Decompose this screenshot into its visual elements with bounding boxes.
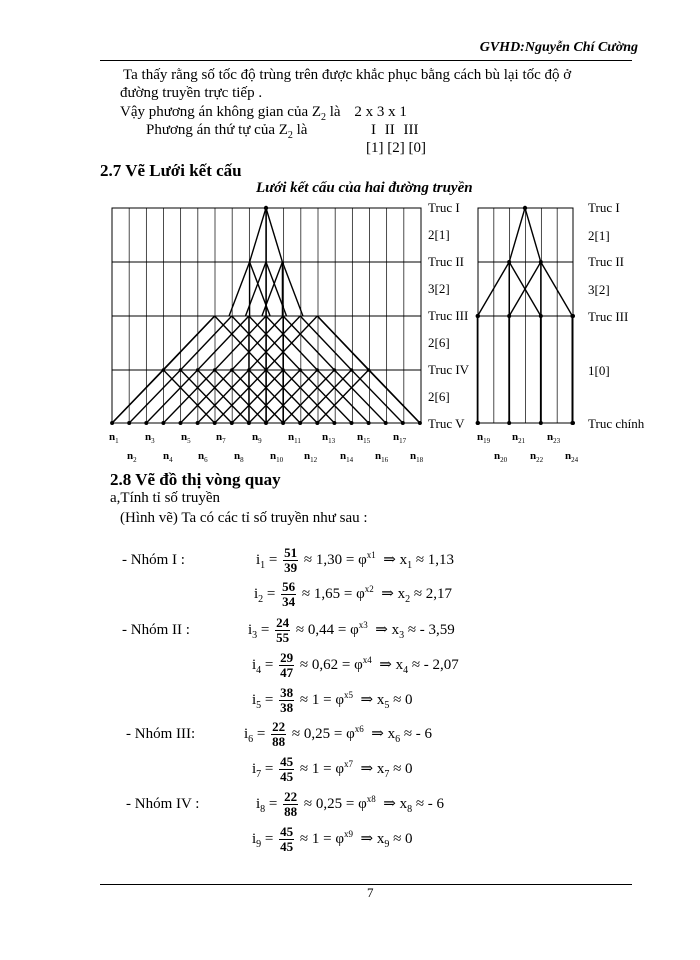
left-axis-label: 2[1] — [428, 227, 450, 242]
node-label: $n_{16}$ — [375, 450, 389, 465]
node-label: $n_9$ — [252, 431, 262, 446]
lattice-node — [213, 421, 217, 425]
lattice-node — [264, 206, 268, 210]
node-label: $n_6$ — [198, 450, 208, 465]
node-label: $n_{18}$ — [410, 450, 424, 465]
node-label: $n_5$ — [181, 431, 191, 446]
ratio-equation: $i_2$ = $\frac{56}{34}$ ≈ $1,65 = \varphi^{x2}$ ⇒ $x_2 \approx 2,17$ — [254, 579, 453, 609]
node-label: $n_{11}$ — [288, 431, 301, 446]
ratio-fraction: $\frac{22}{88}$ — [272, 719, 286, 749]
ratio-equation: $i_7$ = $\frac{45}{45}$ ≈ $1 = \varphi^{x7}$ ⇒ $x_7 \approx 0$ — [252, 754, 413, 784]
node-label: $n_8$ — [234, 450, 244, 465]
lattice-node — [571, 421, 575, 425]
node-label: $n_{17}$ — [393, 431, 407, 446]
lattice-node — [539, 421, 543, 425]
group-4-label: - Nhóm IV : — [126, 796, 200, 812]
left-axis-label: Truc III — [428, 308, 469, 323]
lattice-node — [247, 368, 250, 371]
lattice-node — [179, 368, 182, 371]
lattice-node — [179, 421, 183, 425]
node-label: $n_{22}$ — [530, 450, 544, 465]
lattice-ray — [266, 208, 282, 262]
lattice-node — [299, 368, 302, 371]
intro-line-2: đường truyền trực tiếp . — [120, 85, 263, 101]
node-label: $n_1$ — [109, 431, 119, 446]
lattice-node — [247, 421, 251, 425]
group-2-label: - Nhóm II : — [122, 622, 190, 638]
space-plan: Vậy phương án không gian của $Z_2$ là 2 x 3 x 1 — [120, 104, 407, 123]
ratio-fraction: $\frac{24}{55}$ — [276, 615, 290, 645]
left-axis-label: Truc I — [428, 200, 460, 215]
left-axis-label: Truc II — [428, 254, 464, 269]
ratio-fraction: $\frac{29}{47}$ — [280, 650, 294, 680]
node-label: $n_3$ — [145, 431, 155, 446]
node-label: $n_{20}$ — [494, 450, 508, 465]
ratio-fraction: $\frac{45}{45}$ — [280, 754, 294, 784]
ratio-equation: $i_1$ = $\frac{51}{39}$ ≈ $1,30 = \varphi^{x1}$ ⇒ $x_1 \approx 1,13$ — [256, 545, 455, 575]
ratio-fraction: $\frac{56}{34}$ — [282, 579, 296, 609]
ratio-equation: $i_3$ = $\frac{24}{55}$ ≈ $0,44 = \varphi^{x3}$ ⇒ $x_3$ ≈ - 3,59 — [248, 615, 455, 645]
node-label: $n_2$ — [127, 450, 137, 465]
right-axis-label: Truc III — [588, 309, 629, 324]
group-1-label: - Nhóm I : — [122, 552, 185, 568]
right-axis-label: 2[1] — [588, 228, 610, 243]
lattice-node — [196, 421, 200, 425]
right-axis-label: Truc II — [588, 254, 624, 269]
node-label: $n_{12}$ — [304, 450, 318, 465]
header-author: GVHD:Nguyễn Chí Cường — [479, 40, 638, 55]
node-label: $n_{21}$ — [512, 431, 526, 446]
left-axis-label: Truc IV — [428, 362, 470, 377]
right-axis-label: 1[0] — [588, 363, 610, 378]
ratio-equation: $i_8$ = $\frac{22}{88}$ ≈ $0,25 = \varphi^{x8}$ ⇒ $x_8$ ≈ - 6 — [256, 789, 445, 819]
lattice-ray — [282, 262, 303, 316]
node-label: $n_{15}$ — [357, 431, 371, 446]
lattice-node — [571, 314, 575, 318]
lattice-node — [350, 368, 353, 371]
ratio-equation: $i_9$ = $\frac{45}{45}$ ≈ $1 = \varphi^{x9}$ ⇒ $x_9 \approx 0$ — [252, 824, 413, 854]
lattice-node — [196, 368, 199, 371]
left-axis-label: 2[6] — [428, 335, 450, 350]
lattice-node — [298, 421, 302, 425]
ratio-equation: $i_6$ = $\frac{22}{88}$ ≈ $0,25 = \varphi^{x6}$ ⇒ $x_6$ ≈ - 6 — [244, 719, 433, 749]
page-number: 7 — [367, 885, 374, 900]
node-label: $n_7$ — [216, 431, 226, 446]
lattice-node — [507, 260, 511, 264]
lattice-node — [367, 368, 370, 371]
lattice-node — [332, 421, 336, 425]
ratio-fraction: $\frac{38}{38}$ — [280, 685, 294, 715]
node-label: $n_{23}$ — [547, 431, 561, 446]
ratio-fraction: $\frac{45}{45}$ — [280, 824, 294, 854]
node-label: $n_4$ — [163, 450, 173, 465]
lattice-node — [213, 368, 216, 371]
lattice-node — [418, 421, 422, 425]
lattice-ray — [541, 262, 573, 316]
lattice-node — [230, 421, 234, 425]
lattice-node — [401, 421, 405, 425]
ratio-fraction: $\frac{22}{88}$ — [284, 789, 298, 819]
node-label: $n_{13}$ — [322, 431, 336, 446]
lattice-ray — [250, 262, 271, 316]
lattice-node — [333, 368, 336, 371]
node-label: $n_{10}$ — [270, 450, 284, 465]
node-label: $n_{14}$ — [340, 450, 354, 465]
lattice-node — [539, 314, 543, 318]
right-axis-label: Truc I — [588, 200, 620, 215]
right-axis-label: Truc chính — [588, 416, 645, 431]
section-2-8-sub-a: a,Tính tỉ số truyền — [110, 490, 220, 506]
lattice-node — [315, 421, 319, 425]
lattice-node — [476, 421, 480, 425]
intro-line-1: Ta thấy rằng số tốc độ trùng trên được khắc phục bằng cách bù lại tốc độ ở — [123, 67, 572, 83]
lattice-ray — [245, 262, 266, 316]
order-plan-indices: [1] [2] [0] — [366, 140, 426, 156]
ratio-equation: $i_5$ = $\frac{38}{38}$ ≈ $1 = \varphi^{x5}$ ⇒ $x_5 \approx 0$ — [252, 685, 413, 715]
lattice-node — [523, 206, 527, 210]
lattice-node — [281, 421, 285, 425]
node-label: $n_{24}$ — [565, 450, 579, 465]
lattice-ray — [509, 208, 525, 262]
order-plan: Phương án thứ tự của $Z_2$ là — [146, 122, 308, 141]
lattice-node — [162, 368, 165, 371]
lattice-node — [350, 421, 354, 425]
node-label: $n_{19}$ — [477, 431, 491, 446]
lattice-node — [230, 368, 233, 371]
ratio-equation: $i_4$ = $\frac{29}{47}$ ≈ $0,62 = \varphi^{x4}$ ⇒ $x_4$ ≈ - 2,07 — [252, 650, 459, 680]
footer-rule — [100, 884, 632, 885]
section-2-8-desc: (Hình vẽ) Ta có các tỉ số truyền như sau : — [120, 510, 368, 526]
lattice-ray — [262, 262, 283, 316]
lattice-node — [144, 421, 148, 425]
left-axis-label: 3[2] — [428, 281, 450, 296]
lattice-node — [384, 421, 388, 425]
ratio-fraction: $\frac{51}{39}$ — [284, 545, 298, 575]
lattice-ray — [525, 208, 541, 262]
lattice-node — [110, 421, 114, 425]
group-3-label: - Nhóm III: — [126, 726, 196, 742]
section-2-8-title: 2.8 Vẽ đồ thị vòng quay — [110, 470, 281, 489]
left-axis-label: 2[6] — [428, 389, 450, 404]
section-2-7-title: 2.7 Vẽ Lưới kết cấu — [100, 161, 242, 180]
lattice-node — [264, 368, 267, 371]
order-plan-groups: I II III — [371, 122, 419, 138]
lattice-node — [507, 421, 511, 425]
lattice-node — [127, 421, 131, 425]
lattice-node — [281, 368, 284, 371]
lattice-node — [161, 421, 165, 425]
lattice-node — [476, 314, 480, 318]
lattice-ray — [250, 208, 266, 262]
diagram-caption: Lưới kết cấu của hai đường truyền — [256, 180, 473, 196]
lattice-node — [367, 421, 371, 425]
lattice-ray — [478, 262, 510, 316]
left-axis-label: Truc V — [428, 416, 465, 431]
lattice-node — [507, 314, 511, 318]
lattice-node — [264, 421, 268, 425]
lattice-node — [316, 368, 319, 371]
right-axis-label: 3[2] — [588, 282, 610, 297]
lattice-node — [539, 260, 543, 264]
